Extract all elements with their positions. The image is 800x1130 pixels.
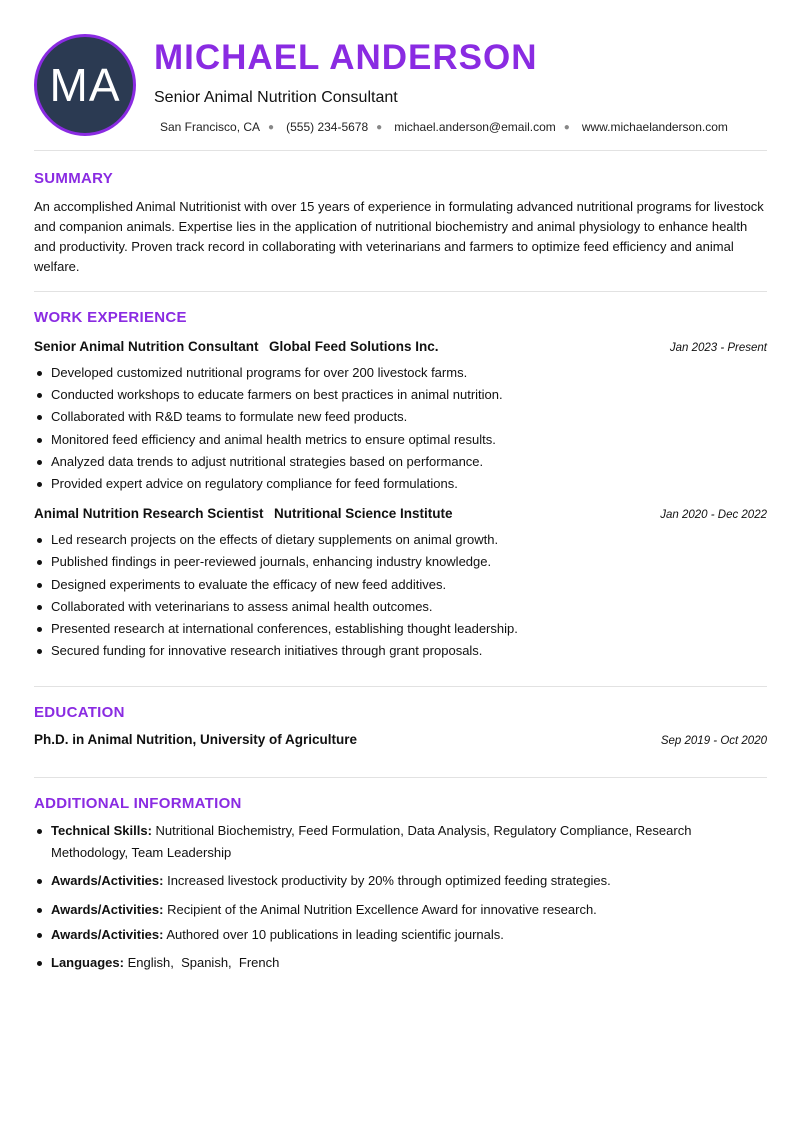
job-entry (34, 505, 767, 662)
job-bullet: Designed experiments to evaluate the efficacy of new feed additives. (34, 574, 767, 596)
avatar (34, 34, 136, 136)
candidate-title: Senior Animal Nutrition Consultant (154, 89, 398, 106)
contact-location: San Francisco, CA (160, 120, 261, 134)
additional-list (34, 820, 767, 974)
job-bullet: Presented research at international conferences, establishing thought leadership. (34, 618, 767, 640)
info-item (34, 899, 767, 921)
section-title-education: EDUCATION (34, 704, 125, 721)
contact-website[interactable]: www.michaelanderson.com (581, 120, 728, 134)
info-item (34, 952, 767, 974)
job-role: Senior Animal Nutrition Consultant (34, 339, 259, 354)
divider (34, 291, 767, 292)
info-text: Nutritional Biochemistry, Feed Formulation, Data Analysis, Regulatory Compliance, Research Methodology, Team Leadership (51, 823, 692, 861)
divider (34, 777, 767, 778)
job-bullet: Collaborated with R&D teams to formulate new feed products. (34, 406, 767, 428)
separator-dot: ● (268, 121, 275, 133)
contact-phone: (555) 234-5678 (286, 120, 369, 134)
job-header (34, 338, 767, 356)
info-item (34, 820, 767, 864)
info-text: Increased livestock productivity by 20% through optimized feeding strategies. (167, 873, 611, 889)
section-title-experience: WORK EXPERIENCE (34, 309, 187, 326)
education-degree: Ph.D. in Animal Nutrition, University of Agriculture (34, 732, 358, 747)
info-item (34, 924, 767, 946)
experience-section (34, 309, 767, 662)
info-label: Languages: (51, 955, 124, 971)
job-bullet: Provided expert advice on regulatory compliance for feed formulations. (34, 473, 767, 495)
info-text: Authored over 10 publications in leading scientific journals. (166, 926, 504, 942)
candidate-name: MICHAEL ANDERSON (154, 38, 538, 77)
job-bullet: Collaborated with veterinarians to assess animal health outcomes. (34, 596, 767, 618)
info-label: Awards/Activities: (51, 901, 164, 917)
job-company: Nutritional Science Institute (274, 506, 453, 522)
divider (34, 686, 767, 687)
job-header (34, 505, 767, 523)
job-bullets (34, 362, 767, 495)
job-heading (34, 505, 453, 523)
education-dates: Sep 2019 - Oct 2020 (660, 735, 767, 747)
info-text: Recipient of the Animal Nutrition Excellence Award for innovative research. (167, 901, 597, 917)
info-text: English, Spanish, French (127, 955, 280, 971)
job-bullets (34, 529, 767, 662)
divider (34, 150, 767, 151)
info-label: Technical Skills: (51, 823, 152, 838)
job-bullet: Published findings in peer-reviewed journals, enhancing industry knowledge. (34, 551, 767, 573)
education-entry (34, 732, 767, 747)
contact-email[interactable]: michael.anderson@email.com (394, 120, 556, 134)
job-bullet: Secured funding for innovative research initiatives through grant proposals. (34, 640, 767, 662)
job-entry (34, 338, 767, 495)
job-role: Animal Nutrition Research Scientist (34, 506, 264, 522)
info-label: Awards/Activities: (51, 926, 164, 942)
contact-bar (160, 120, 728, 134)
job-heading (34, 338, 438, 356)
separator-dot: ● (563, 121, 570, 133)
job-dates: Jan 2023 - Present (669, 342, 767, 354)
avatar-initials: MA (49, 59, 121, 111)
job-bullet: Monitored feed efficiency and animal health metrics to ensure optimal results. (34, 429, 767, 451)
section-title-summary: SUMMARY (34, 170, 114, 187)
info-label: Awards/Activities: (51, 873, 164, 889)
education-section (34, 704, 767, 747)
job-bullet: Conducted workshops to educate farmers on best practices in animal nutrition. (34, 384, 767, 406)
job-bullet: Led research projects on the effects of dietary supplements on animal growth. (34, 529, 767, 551)
additional-section (34, 795, 767, 980)
resume-header (34, 34, 767, 138)
job-company: Global Feed Solutions Inc. (268, 339, 439, 354)
job-dates: Jan 2020 - Dec 2022 (660, 509, 767, 522)
info-item (34, 870, 767, 892)
summary-text: An accomplished Animal Nutritionist with over 15 years of experience in formulating advanced nutritional programs for livestock and companion animals. Expertise lies in the application of nutritional biochemistry and animal physiology to enhance health and productivity. Proven track record in collaborating with veterinarians and farmers to optimize feed efficiency and animal welfare. (34, 199, 764, 274)
separator-dot: ● (376, 121, 383, 133)
section-title-additional: ADDITIONAL INFORMATION (34, 795, 242, 812)
job-bullet: Developed customized nutritional programs for over 200 livestock farms. (34, 362, 767, 384)
summary-section (34, 170, 767, 277)
job-bullet: Analyzed data trends to adjust nutritional strategies based on performance. (34, 451, 767, 473)
